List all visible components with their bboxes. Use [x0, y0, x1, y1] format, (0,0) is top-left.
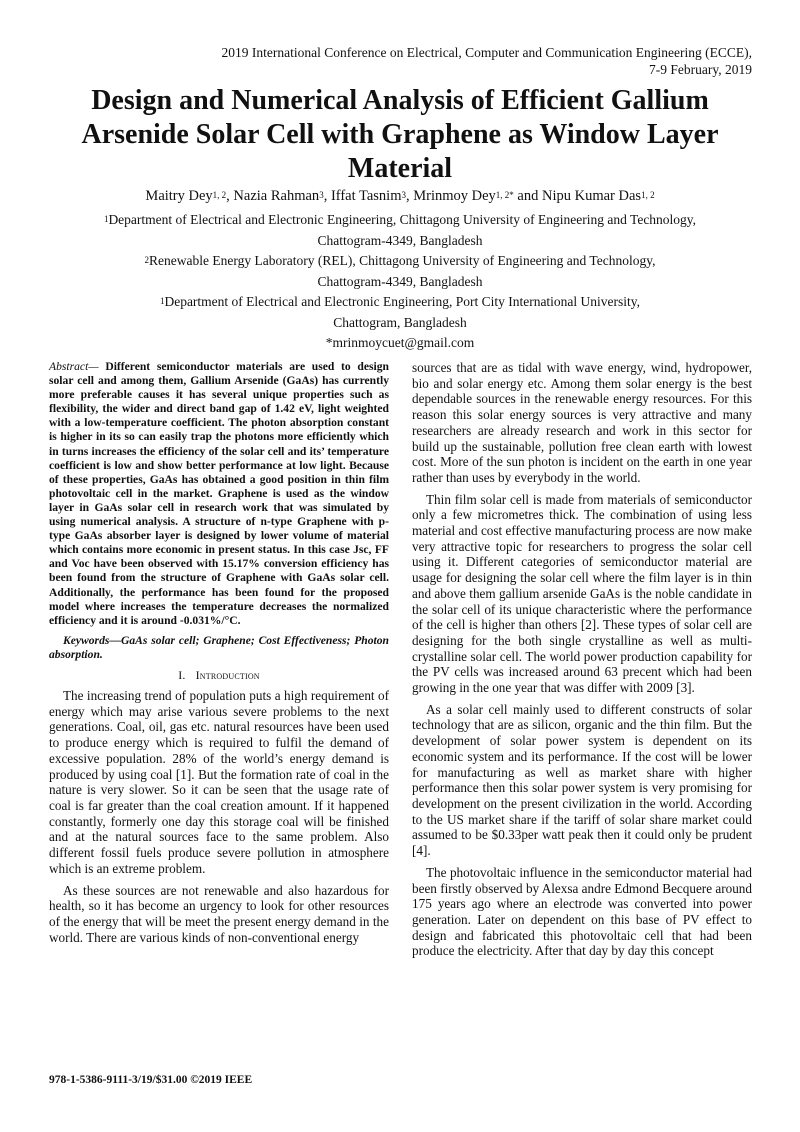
- conference-line-1: 2019 International Conference on Electrical, Computer and Communication Engineering (ECCE),: [221, 45, 752, 60]
- author-sep: and: [513, 188, 542, 204]
- author-name: Mrinmoy Dey: [413, 188, 496, 204]
- body-paragraph: The photovoltaic influence in the semiconductor material had been firstly observed by Alexsa andre Edmond Becquere around 175 years ago where an electrode was converted into power generation. Later on dependent on this base of PV effect to design and fabricated this photovoltaic cell that had been produce the electricity. After that day by day this concept: [412, 864, 752, 959]
- section-title: Introduction: [195, 668, 260, 683]
- author-name: Nazia Rahman: [233, 188, 320, 204]
- abstract: [49, 360, 389, 628]
- conference-header: [192, 44, 752, 78]
- author-sep: ,: [323, 188, 331, 204]
- author-sep: ,: [405, 188, 414, 204]
- author-sup: 3: [401, 190, 406, 200]
- affiliation-sup: 2: [144, 255, 150, 265]
- affiliation-text: Renewable Energy Laboratory (REL), Chittagong University of Engineering and Technology,: [149, 253, 656, 268]
- keywords: Keywords—GaAs solar cell; Graphene; Cost Effectiveness; Photon absorption.: [49, 633, 389, 662]
- affiliation-3: [40, 292, 760, 313]
- corresponding-email: *mrinmoycuet@gmail.com: [325, 335, 475, 350]
- author-sup: 1, 2: [641, 190, 655, 200]
- copyright-footer: 978-1-5386-9111-3/19/$31.00 ©2019 IEEE: [49, 1074, 253, 1086]
- affiliation-2-city: Chattogram-4349, Bangladesh: [317, 273, 483, 289]
- affiliation-1: [40, 210, 760, 231]
- affiliation-text: Department of Electrical and Electronic Engineering, Chittagong University of Engineering and Technology,: [108, 212, 697, 227]
- affiliation-3-city: Chattogram, Bangladesh: [333, 314, 467, 330]
- abstract-label: Abstract—: [49, 360, 99, 373]
- affiliation-2: [40, 251, 760, 272]
- body-paragraph: As a solar cell mainly used to different constructs of solar technology that are as silicon, organic and the thin film. But the development of solar power system is dependent on its economic system and its performance. If the cost will be lower for manufacturing as well as market share with higher performance then this solar power system is very promising for development on the present civilization in the world. According to the US market share if the tariff of solar share market could assumed to be $0.33per watt peak then it could only be prudent [4].: [412, 701, 752, 859]
- body-paragraph: The increasing trend of population puts a high requirement of energy which may arise various severe problems to the next generations. Coal, oil, gas etc. natural resources have been used to produce energy which is required to fulfil the demand of excessive population. 28% of the world’s energy demand is produced by using coal [1]. But the formation rate of coal in the nature is very slower. So it can be seen that the usage rate of coal is far greater than the coal creation amount. If it happened constantly, formerly one day this storage coal will be finished and at the natural sources face to the same problem. Also different fossil fuels produce severe pollution in atmosphere which is an extreme problem.: [49, 688, 389, 876]
- affiliation-sup: 1: [103, 214, 109, 224]
- author-name: Iffat Tasnim: [330, 188, 402, 204]
- left-column: [49, 360, 389, 951]
- right-column: [412, 360, 752, 965]
- author-sup: 3: [319, 190, 324, 200]
- abstract-text: Different semiconductor materials are used to design solar cell and among them, Gallium Arsenide (GaAs) has currently more preferable causes it has several unique properties such as flexibility, the wider and direct band gap of 1.42 eV, light weighted with a low-temperature coefficient. The photon absorption constant is higher in its so can easily trap the photons more efficiently which in turns increases the efficiency of the solar cell and its’ temperature coefficient is low and show better performance at low light. Because of these properties, GaAs has obtained a good position in thin film photovoltaic cell in the market. Graphene is used as the window layer in GaAs solar cell in research work that was simulated by using numerical analysis. A structure of n-type Graphene with p-type GaAs absorber layer is designed by lower volume of material which contains more economic in present status. In this case Jsc, FF and Voc have been observed with 15.17% conversion efficiency has been found from the structure of Graphene with GaAs solar cell. Additionally, the performance has been found for the proposed model where increases the temperature decreases the normalized efficiency and it is around -0.031%/°C.: [49, 360, 389, 627]
- affiliation-text: Department of Electrical and Electronic Engineering, Port City International University,: [164, 294, 641, 309]
- affiliations: [40, 210, 760, 354]
- section-number: I.: [178, 668, 186, 683]
- author-name: Nipu Kumar Das: [541, 188, 642, 204]
- body-paragraph: sources that are as tidal with wave energy, wind, hydropower, bio and solar energy etc. Among them solar energy is the best dependable sources in the renewable energy resources. For this reason this solar energy sources is very attractive and many researchers are already research and work in this sector for build up the sustainable, pollution free clean earth with lowest cost. More of the sun photon is incident on the earth in one year rather than uses by everybody in the world.: [412, 360, 752, 485]
- author-name: Maitry Dey: [145, 188, 213, 204]
- section-heading: [49, 668, 389, 684]
- author-sup: 1, 2*: [495, 190, 514, 200]
- body-paragraph: As these sources are not renewable and also hazardous for health, so it has become an urgency to look for other resources of the energy that will be meet the present energy demand in the world. There are various kinds of non-conventional energy: [49, 882, 389, 945]
- affiliation-sup: 1: [159, 296, 165, 306]
- body-paragraph: Thin film solar cell is made from materials of semiconductor only a few micrometres thick. The combination of using less material and cost effective manufacturing process are now make very attractive topic for researchers to progress the solar cell using it. Different categories of semiconductor material are usage for designing the solar cell where the film layer is in thin and above them gallium arsenide GaAs is the noble candidate in the solar cell of its unique characteristic where the performance of the cell is higher than others [2]. These types of solar cell are designing for the both single crystalline as well as multi-crystalline solar cell. The world power production capability for the PV cells was increased around 63 precent which had been growing in the one year that was differ with 2009 [3].: [412, 491, 752, 696]
- conference-line-2: 7-9 February, 2019: [649, 62, 752, 77]
- affiliation-1-city: Chattogram-4349, Bangladesh: [317, 232, 483, 248]
- paper-title: Design and Numerical Analysis of Efficient Gallium Arsenide Solar Cell with Graphene as Window Layer Material: [81, 85, 719, 184]
- author-list: [40, 186, 760, 206]
- author-sup: 1, 2: [212, 190, 227, 200]
- author-sep: ,: [226, 188, 234, 204]
